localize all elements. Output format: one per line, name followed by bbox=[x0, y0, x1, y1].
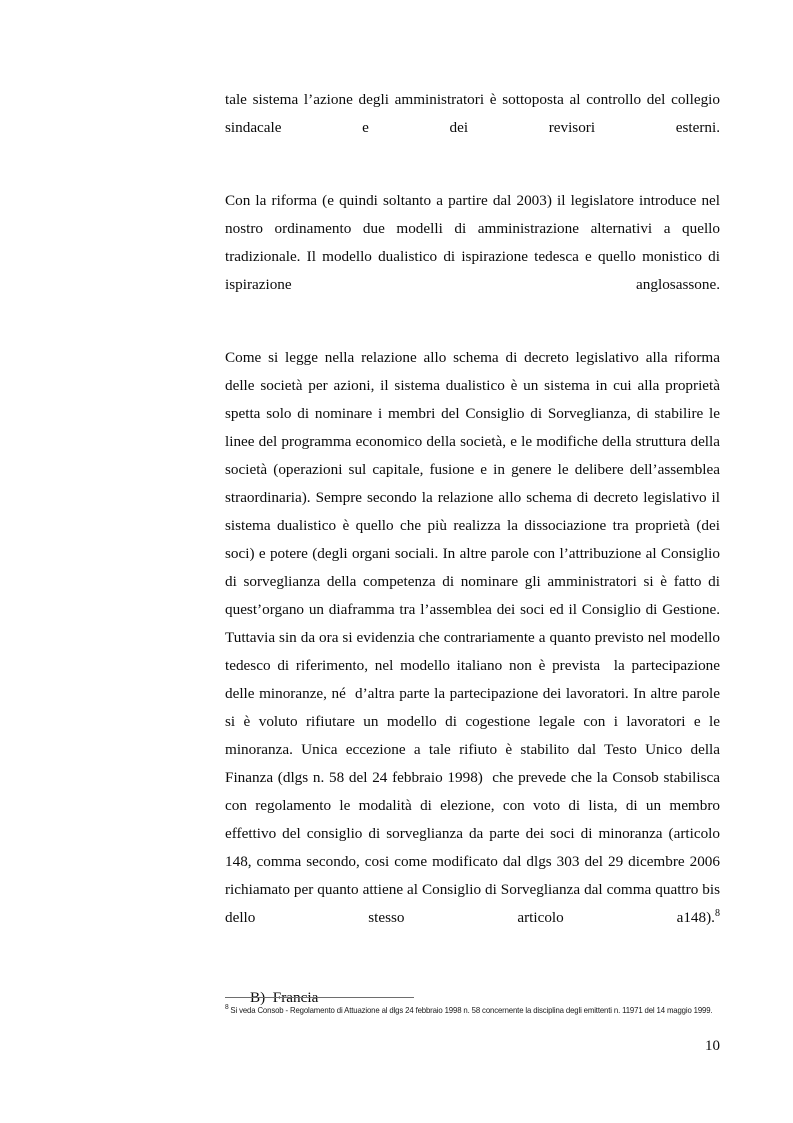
text-column bbox=[225, 86, 724, 1012]
footnote-separator-rule bbox=[225, 997, 414, 998]
footnote-body-text: Si veda Consob - Regolamento di Attuazione al dlgs 24 febbraio 1998 n. 58 concernente la disciplina degli emittenti n. 11971 del 14 maggio 1999. bbox=[230, 1005, 713, 1015]
paragraph-3-text: Come si legge nella relazione allo schema di decreto legislativo alla riforma delle società per azioni, il sistema dualistico è un sistema in cui alla proprietà spetta solo di nominare i membri del Consiglio di Sorveglianza, di stabilire le linee del programma economico della società, e le modifiche della struttura della società (operazioni sul capitale, fusione e in genere le delibere dell’assemblea straordinaria). Sempre secondo la relazione allo schema di decreto legislativo il sistema dualistico è quello che più realizza la dissociazione tra proprietà (dei soci) e potere (degli organi sociali. In altre parole con l’attribuzione al Consiglio di sorveglianza della competenza di nominare gli amministratori si è fatto di quest’organo un diaframma tra l’assemblea dei soci ed il Consiglio di Gestione. Tuttavia sin da ora si evidenzia che contrariamente a quanto previsto nel modello tedesco di riferimento, nel modello italiano non è prevista la partecipazione delle minoranze, né d’altra parte la partecipazione dei lavoratori. In altre parole si è voluto rifiutare un modello di cogestione legale con i lavoratori e le minoranza. Unica eccezione a tale rifiuto è stabilito dal Testo Unico della Finanza (dlgs n. 58 del 24 febbraio 1998) che prevede che la Consob stabilisca con regolamento le modalità di elezione, con voto di lista, di un membro effettivo del consiglio di sorveglianza da parte dei soci di minoranza (articolo 148, comma secondo, cosi come modificato dal dlgs 303 del 29 dicembre 2006 richiamato per quanto attiene al Consiglio di Sorveglianza dal comma quattro bis dello stesso articolo a148). bbox=[225, 349, 724, 926]
footnote-reference-8[interactable]: 8 bbox=[714, 907, 720, 919]
section-heading-francia: B) Francia bbox=[250, 989, 319, 1006]
page-number: 10 bbox=[705, 1038, 720, 1054]
footnote-entry bbox=[225, 1004, 723, 1017]
paragraph-3 bbox=[225, 344, 724, 960]
footnote-area bbox=[225, 997, 725, 1017]
paragraph-2: Con la riforma (e quindi soltanto a partire dal 2003) il legislatore introduce nel nostro ordinamento due modelli di amministrazione alternativi a quello tradizionale. Il modello dualistico di ispirazione tedesca e quello monistico di ispirazione anglosassone. bbox=[225, 192, 724, 293]
paragraph-1: tale sistema l’azione degli amministratori è sottoposta al controllo del collegio sindacale e dei revisori esterni. bbox=[225, 91, 724, 136]
footnote-marker-8: 8 bbox=[225, 1003, 229, 1012]
